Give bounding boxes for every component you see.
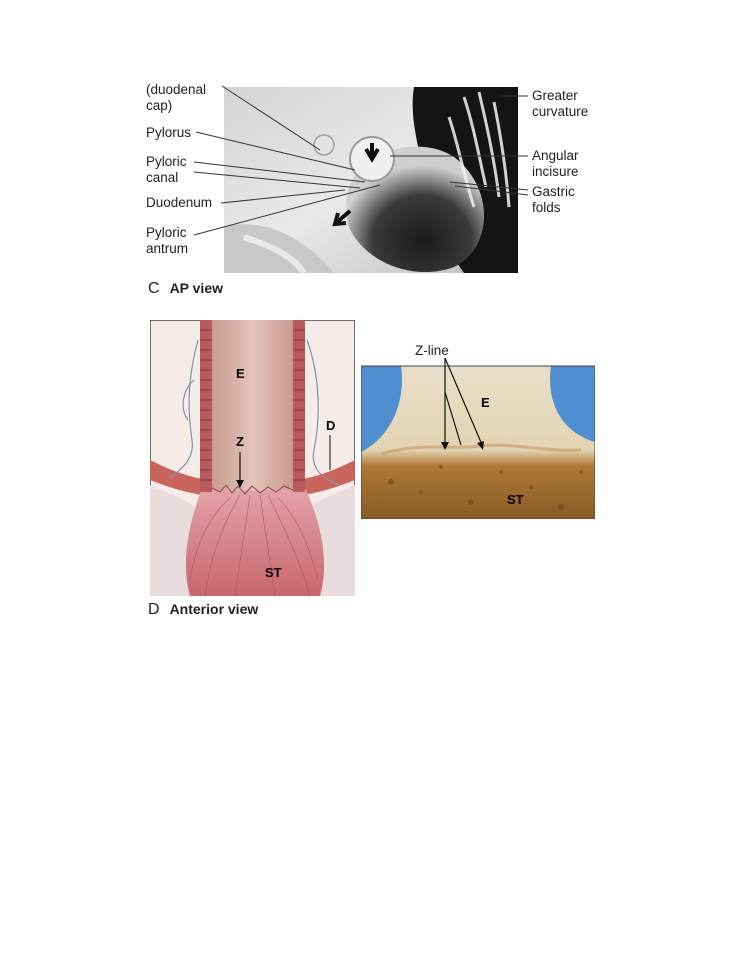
photo-label-st: ST	[507, 492, 524, 507]
label-z-line: Z-line	[415, 343, 449, 358]
label-st: ST	[265, 565, 282, 580]
label-z: Z	[236, 434, 244, 449]
caption-d	[148, 601, 258, 619]
caption-view: AP view	[169, 280, 223, 296]
label-gastric-folds: Gastric folds	[532, 184, 575, 215]
specimen-photo-panel	[361, 342, 595, 519]
caption-c	[148, 280, 223, 298]
label-d: D	[326, 418, 336, 433]
specimen-photo	[361, 342, 595, 519]
label-e: E	[236, 366, 245, 381]
label-greater-curvature: Greater curvature	[532, 88, 589, 119]
caption-view: Anterior view	[169, 601, 259, 617]
caption-letter: D	[148, 601, 160, 618]
label-duodenal-cap: (duodenal cap)	[146, 82, 207, 113]
gastroesophageal-illustration	[150, 320, 355, 596]
label-angular-incisure: Angular incisure	[532, 148, 579, 179]
label-pylorus: Pylorus	[146, 125, 192, 140]
label-pyloric-antrum: Pyloric antrum	[146, 225, 189, 256]
label-pyloric-canal: Pyloric canal	[146, 154, 187, 185]
caption-letter: C	[148, 280, 160, 297]
xray-leader-lines	[0, 0, 741, 300]
illustration-panel	[150, 320, 355, 596]
photo-label-e: E	[481, 395, 490, 410]
label-duodenum: Duodenum	[146, 195, 213, 210]
